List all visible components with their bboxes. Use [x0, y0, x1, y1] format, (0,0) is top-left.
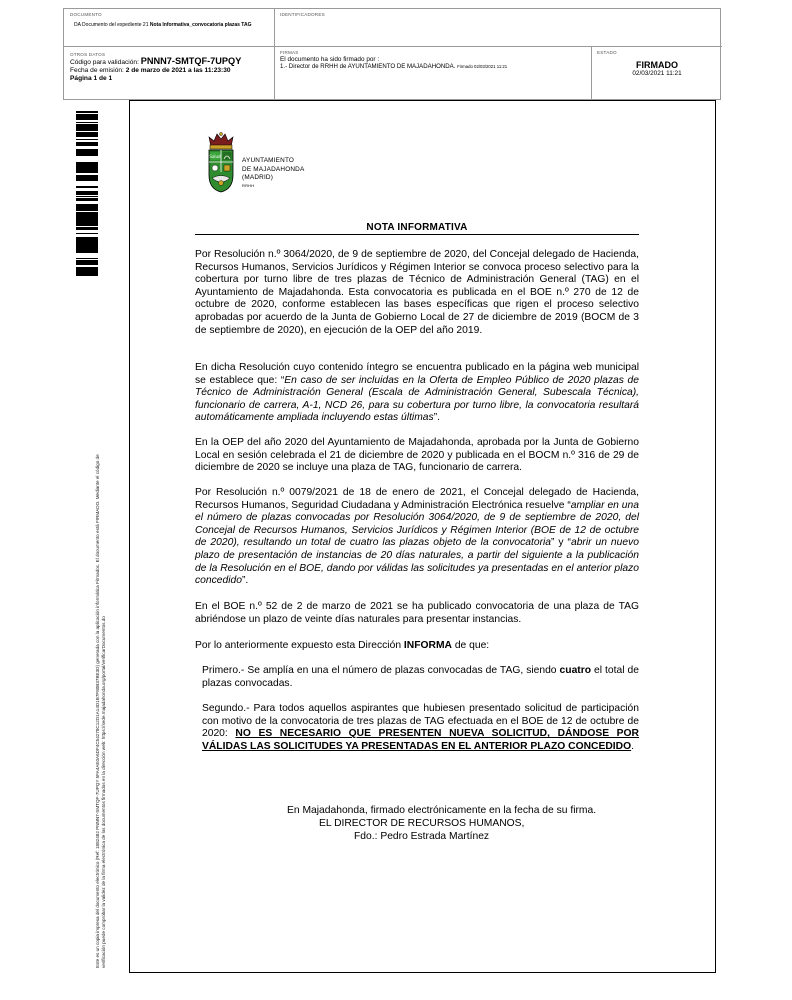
identificadores-cell — [275, 9, 722, 47]
codigo-validacion: Código para validación: PNNN7-SMTQF-7UPQY — [70, 56, 242, 66]
codigo-value[interactable]: PNNN7-SMTQF-7UPQY — [140, 56, 242, 66]
firmas-label: FIRMAS — [280, 50, 299, 55]
fecha-emision: Fecha de emisión: 2 de marzo de 2021 a las 11:23:30 — [70, 67, 231, 74]
paragraph-4: Por Resolución n.º 0079/2021 de 18 de enero de 2021, el Concejal delegado de Hacienda, Recursos Humanos, Seguridad Ciudadana y Administración Electrónica resuelve “ampliar en una el número de plazas convocadas por Resolución 3064/2020, de 9 de septiembre de 2020, del Concejal de Recursos Humanos, Servicios Jurídicos y Régimen Interior (BOE de 12 de octubre de 2020), resultando un total de cuatro las plazas objeto de la convocatoria” y “abrir un nuevo plazo de presentación de instancias de 20 días naturales, a partir del siguiente a la publicación de la Resolución en el BOE, dando por válidas las solicitudes ya presentadas en el anterior plazo concedido”. — [195, 487, 639, 587]
pagina-info: Página 1 de 1 — [70, 75, 113, 82]
logo-line4: RRHH — [242, 182, 255, 188]
logo-line1: AYUNTAMIENTO — [242, 157, 295, 164]
identificadores-label: IDENTIFICADORES — [280, 12, 325, 17]
verification-text — [95, 298, 107, 968]
verification-line2: verificación puede comprobar la validez de la firma electrónica de los documentos firmados en la dirección web: https://sede.majadahonda.org/portal/verificarDocumentos.do — [101, 616, 106, 968]
paragraph-6: Por lo anteriormente expuesto esta Dirección INFORMA de que: — [195, 640, 490, 651]
page-title: NOTA INFORMATIVA — [195, 222, 639, 235]
firmas-cell — [275, 47, 592, 101]
paragraph-3: En la OEP del año 2020 del Ayuntamiento de Majadahonda, aprobada por la Junta de Gobierno Local en sesión celebrada el 21 de diciembre de 2020 y publicada en el BOCM n.º 316 de 29 de diciembre de 2020 se incluye una plaza de TAG, funcionario de carrera. — [195, 437, 639, 474]
documento-cell — [64, 9, 275, 47]
estado-label: ESTADO — [597, 50, 617, 55]
paragraph-primero: Primero.- Se amplía en una el número de plazas convocadas de TAG, siendo cuatro el total de plazas convocadas. — [202, 665, 639, 689]
paragraph-1: Por Resolución n.º 3064/2020, de 9 de septiembre de 2020, del Concejal delegado de Hacienda, Recursos Humanos, Servicios Jurídicos y Régimen Interior se convoca proceso selectivo para la cobertura por turno libre de tres plazas de Técnico de Administración General (TAG) en el Ayuntamiento de Majadahonda. Esta convocatoria es publicada en el BOE n.º 270 de 12 de octubre de 2020, conforme establecen las bases específicas que rigen el proceso selectivo aprobadas por acuerdo de la Junta de Gobierno Local de 27 de diciembre de 2019 (BOCM de 3 de septiembre de 2020), en ejecución de la OEP del año 2019. — [195, 249, 639, 336]
signature-line1: En Majadahonda, firmado electrónicamente en la fecha de su firma. — [287, 805, 597, 816]
otros-datos-label: OTROS DATOS — [70, 52, 106, 57]
estado-date: 02/03/2021 11:21 — [632, 70, 682, 77]
coat-of-arms-icon — [206, 131, 236, 193]
documento-label: DOCUMENTO — [70, 12, 102, 17]
signature-line3: Fdo.: Pedro Estrada Martínez — [354, 831, 490, 842]
otros-datos-cell — [64, 47, 275, 101]
logo-line2: DE MAJADAHONDA — [242, 165, 305, 173]
document-header — [63, 8, 721, 100]
svg-text:Salud: Salud — [209, 154, 221, 159]
paragraph-5: En el BOE n.º 52 de 2 de marzo de 2021 se ha publicado convocatoria de una plaza de TAG abriéndose un plazo de veinte días naturales para presentar instancias. — [195, 601, 639, 625]
paragraph-2: En dicha Resolución cuyo contenido íntegro se encuentra publicado en la página web municipal se establece que: “En caso de ser incluidas en la Oferta de Empleo Público de 2020 plazas de Técnico de Administración General (Escala de Administración General, Subescala Técnica), funcionario de carrera, A-1, NCD 26, para su cobertura por turno libre, la convocatoria resultará automáticamente ampliada incluyendo estas últimas”. — [195, 362, 639, 424]
municipality-logo-text — [242, 157, 304, 189]
documento-value: DA Documento del expediente 21 Nota Informativa_convocatoria plazas TAG — [74, 22, 252, 28]
firmas-line1: El documento ha sido firmado por : — [280, 56, 380, 63]
verification-line1: Este es un copia impresa del documento electrónico (Ref: 1882482 PNNN7-SMTQF-7UPQY 5FA4AE0A6DF4C54278C12D1A14D1B7F80B37BE3D) generada con la aplicación informática Firmadoc. El documento está FIRMADO. Mediante el código de — [95, 454, 100, 968]
estado-value: FIRMADO — [636, 60, 678, 70]
estado-cell — [592, 47, 722, 101]
logo-line3: (MADRID) — [242, 174, 274, 182]
firmas-date: Firmado 02/03/2021 11:21 — [457, 64, 508, 69]
paragraph-segundo: Segundo.- Para todos aquellos aspirantes que hubiesen presentado solicitud de participación con motivo de la convocatoria de tres plazas de TAG efectuada en el BOE de 12 de octubre de 2020: NO ES NECESARIO QUE PRESENTEN NUEVA SOLICITUD, DÁNDOSE POR VÁLIDAS LAS SOLICITUDES YA PRESENTADAS EN EL ANTERIOR PLAZO CONCEDIDO. — [202, 703, 639, 752]
barcode-icon — [76, 110, 98, 277]
firmas-line2: 1.- Director de RRHH de AYUNTAMIENTO DE MAJADAHONDA. Firmado 02/03/2021 11:21 — [280, 63, 508, 70]
signature-line2: EL DIRECTOR DE RECURSOS HUMANOS, — [319, 818, 525, 829]
